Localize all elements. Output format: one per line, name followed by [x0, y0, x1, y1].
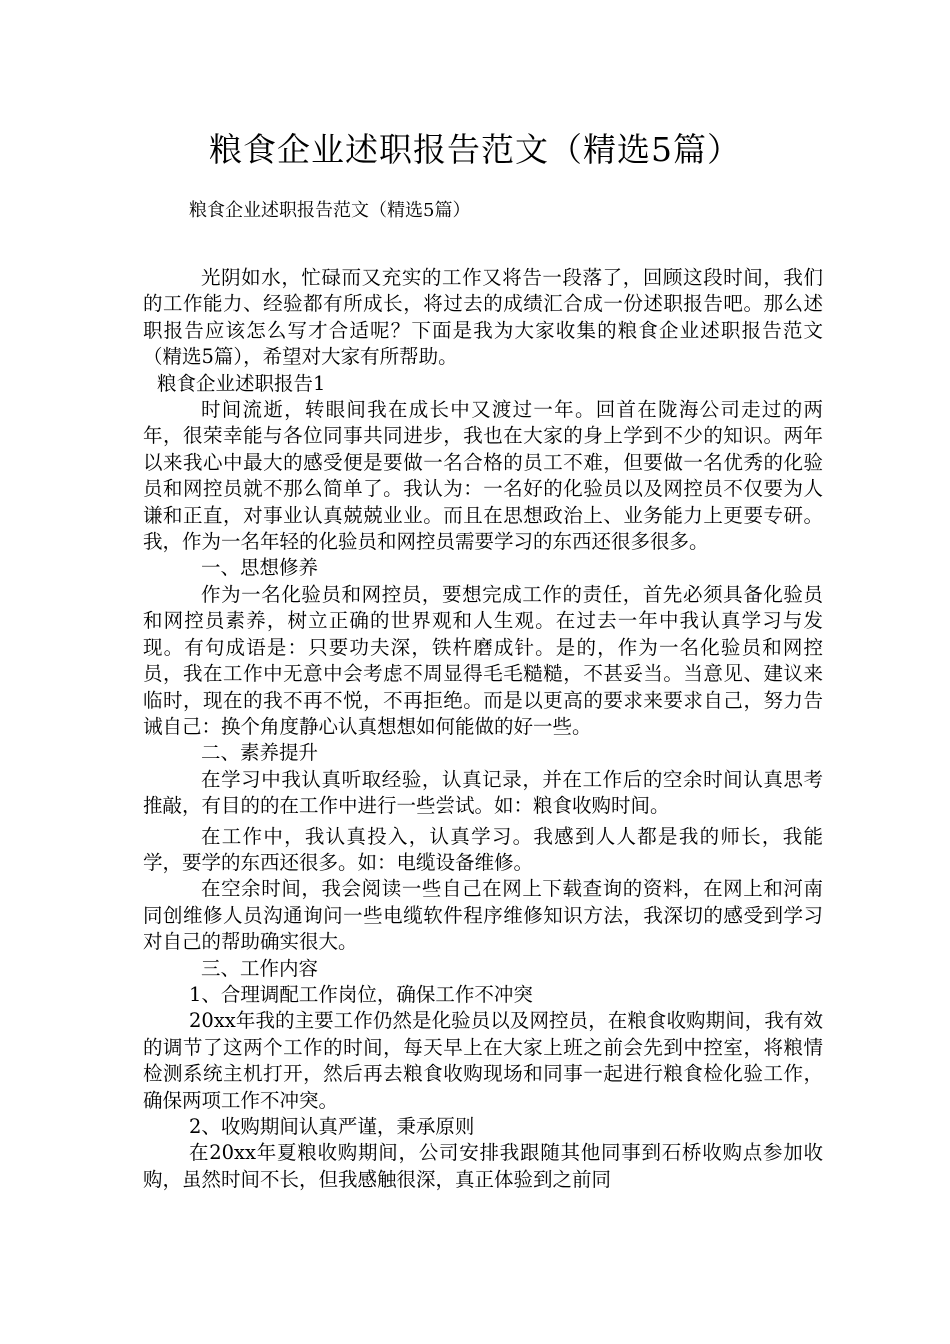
- document-title: 粮食企业述职报告范文（精选5篇）: [209, 130, 741, 169]
- paragraph-intro: 光阴如水，忙碌而又充实的工作又将告一段落了，回顾这段时间，我们的工作能力、经验都有所成长，将过去的成绩汇合成一份述职报告吧。那么述职报告应该怎么写才合适呢？下面是我为大家收集的粮食企业述职报告范文（精选5篇），希望对大家有所帮助。: [143, 266, 823, 369]
- paragraph: 时间流逝，转眼间我在成长中又渡过一年。回首在陇海公司走过的两年，很荣幸能与各位同事共同进步，我也在大家的身上学到不少的知识。两年以来我心中最大的感受便是要做一名合格的员工不难，但要做一名优秀的化验员和网控员就不那么简单了。我认为：一名好的化验员以及网控员不仅要为人谦和正直，对事业认真兢兢业业。而且在思想政治上、业务能力上更要专研。我，作为一名年轻的化验员和网控员需要学习的东西还很多很多。: [143, 398, 823, 554]
- paragraph: 在工作中，我认真投入，认真学习。我感到人人都是我的师长，我能学，要学的东西还很多。如：电缆设备维修。: [143, 824, 823, 874]
- document-body: [143, 265, 823, 1193]
- section-heading: 一、思想修养: [201, 556, 319, 580]
- section-heading-report-1: 粮食企业述职报告1: [157, 371, 326, 395]
- sub-heading: 1、合理调配工作岗位，确保工作不冲突: [189, 982, 533, 1006]
- paragraph: 在空余时间，我会阅读一些自己在网上下载查询的资料，在网上和河南同创维修人员沟通询问一些电缆软件程序维修知识方法，我深切的感受到学习对自己的帮助确实很大。: [143, 877, 823, 954]
- paragraph: 作为一名化验员和网控员，要想完成工作的责任，首先必须具备化验员和网控员素养，树立正确的世界观和人生观。在过去一年中我认真学习与发现。有句成语是：只要功夫深，铁杵磨成针。是的，作为一名化验员和网控员，我在工作中无意中会考虑不周显得毛毛糙糙，不甚妥当。当意见、建议来临时，现在的我不再不悦，不再拒绝。而是以更高的要求来要求自己，努力告诫自己：换个角度静心认真想想如何能做的好一些。: [143, 582, 823, 738]
- document-subtitle: 粮食企业述职报告范文（精选5篇）: [189, 200, 471, 221]
- paragraph: 20xx年我的主要工作仍然是化验员以及网控员，在粮食收购期间，我有效的调节了这两个工作的时间，每天早上在大家上班之前会先到中控室，将粮情检测系统主机打开，然后再去粮食收购现场和同事一起进行粮食检化验工作，确保两项工作不冲突。: [143, 1009, 823, 1112]
- section-heading: 三、工作内容: [201, 956, 319, 980]
- sub-heading: 2、收购期间认真严谨，秉承原则: [189, 1115, 475, 1138]
- section-heading: 二、素养提升: [201, 741, 319, 765]
- paragraph: 在20xx年夏粮收购期间，公司安排我跟随其他同事到石桥收购点参加收购，虽然时间不长，但我感触很深，真正体验到之前同: [143, 1141, 823, 1191]
- paragraph: 在学习中我认真听取经验，认真记录，并在工作后的空余时间认真思考推敲，有目的的在工作中进行一些尝试。如：粮食收购时间。: [143, 767, 823, 818]
